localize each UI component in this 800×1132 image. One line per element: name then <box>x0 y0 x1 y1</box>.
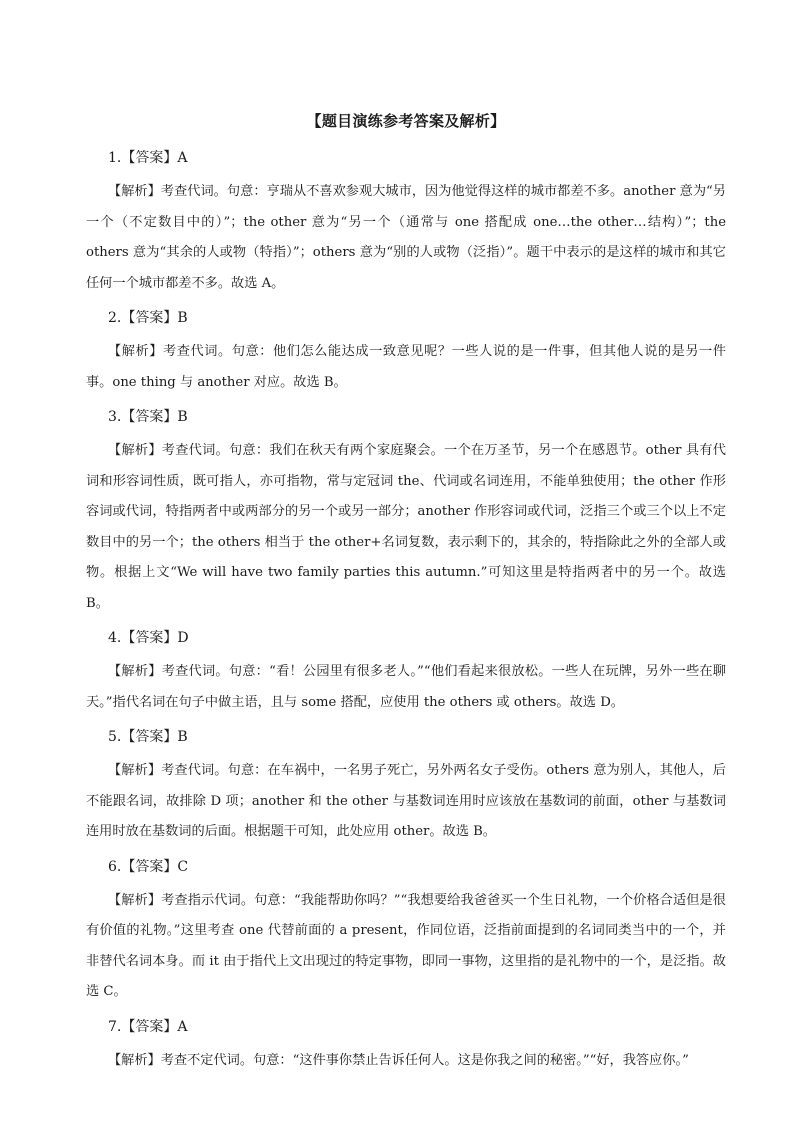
analysis-5: 【解析】考查代词。句意：在车祸中，一名男子死亡，另外两名女子受伤。others 意为别人，其他人，后不能跟名词，故排除 D 项；another 和 the other 与基数词连用时应该放在基数词的前面，other 与基数词连用时放在基数词的后面。根据题干可知，此处应用 other。故选 B。 <box>86 763 726 839</box>
answer-7: 7.【答案】A <box>108 1018 188 1035</box>
analysis-6: 【解析】考查指示代词。句意：“我能帮助你吗？”“我想要给我爸爸买一个生日礼物，一个价格合适但是很有价值的礼物。”这里考查 one 代替前面的 a present，作同位语，泛指前面提到的名词同类当中的一个，并非替代名词本身。而 it 由于指代上文出现过的特定事物，即同一事物，这里指的是礼物中的一个，是泛指。故选 C。 <box>86 892 726 999</box>
question-4 <box>86 627 726 718</box>
analysis-1: 【解析】考查代词。句意：亨瑞从不喜欢参观大城市，因为他觉得这样的城市都差不多。another 意为“另一个（不定数目中的）”；the other 意为“另一个（通常与 one 搭配成 one…the other…结构）”；the others 意为“其余的人或物（特指）”；others 意为“别的人或物（泛指）”。题干中表示的是这样的城市和其它任何一个城市都差不多。故选 A。 <box>86 184 726 291</box>
analysis-2: 【解析】考查代词。句意：他们怎么能达成一致意见呢？一些人说的是一件事，但其他人说的是另一件事。one thing 与 another 对应。故选 B。 <box>86 344 726 390</box>
question-3 <box>86 406 726 619</box>
answer-6: 6.【答案】C <box>108 858 189 875</box>
analysis-7: 【解析】考查不定代词。句意：“这件事你禁止告诉任何人。这是你我之间的秘密。”“好，我答应你。” <box>108 1052 689 1068</box>
answer-2: 2.【答案】B <box>108 310 188 326</box>
answer-4: 4.【答案】D <box>108 630 189 646</box>
answer-3: 3.【答案】B <box>108 409 188 425</box>
question-6 <box>86 856 726 1008</box>
document-page <box>86 110 726 1084</box>
question-1 <box>86 147 726 299</box>
page-title: 【题目演练参考答案及解析】 <box>306 112 506 130</box>
analysis-4: 【解析】考查代词。句意：“看！公园里有很多老人。”“他们看起来很放松。一些人在玩牌，另外一些在聊天。”指代名词在句子中做主语，且与 some 搭配，应使用 the others 或 others。故选 D。 <box>86 664 726 710</box>
question-5 <box>86 726 726 848</box>
answer-5: 5.【答案】B <box>108 729 188 745</box>
question-2 <box>86 307 726 398</box>
question-7 <box>86 1016 726 1077</box>
answer-1: 1.【答案】A <box>108 150 188 166</box>
analysis-3: 【解析】考查代词。句意：我们在秋天有两个家庭聚会。一个在万圣节，另一个在感恩节。other 具有代词和形容词性质，既可指人，亦可指物，常与定冠词 the、代词或名词连用，不能单独使用；the other 作形容词或代词，特指两者中或两部分的另一个或另一部分；another 作形容词或代词，泛指三个或三个以上不定数目中的另一个；the others 相当于 the other+名词复数，表示剩下的，其余的，特指除此之外的全部人或物。根据上文“We will have two family parties this autumn.”可知这里是特指两者中的另一个。故选 B。 <box>86 443 726 611</box>
